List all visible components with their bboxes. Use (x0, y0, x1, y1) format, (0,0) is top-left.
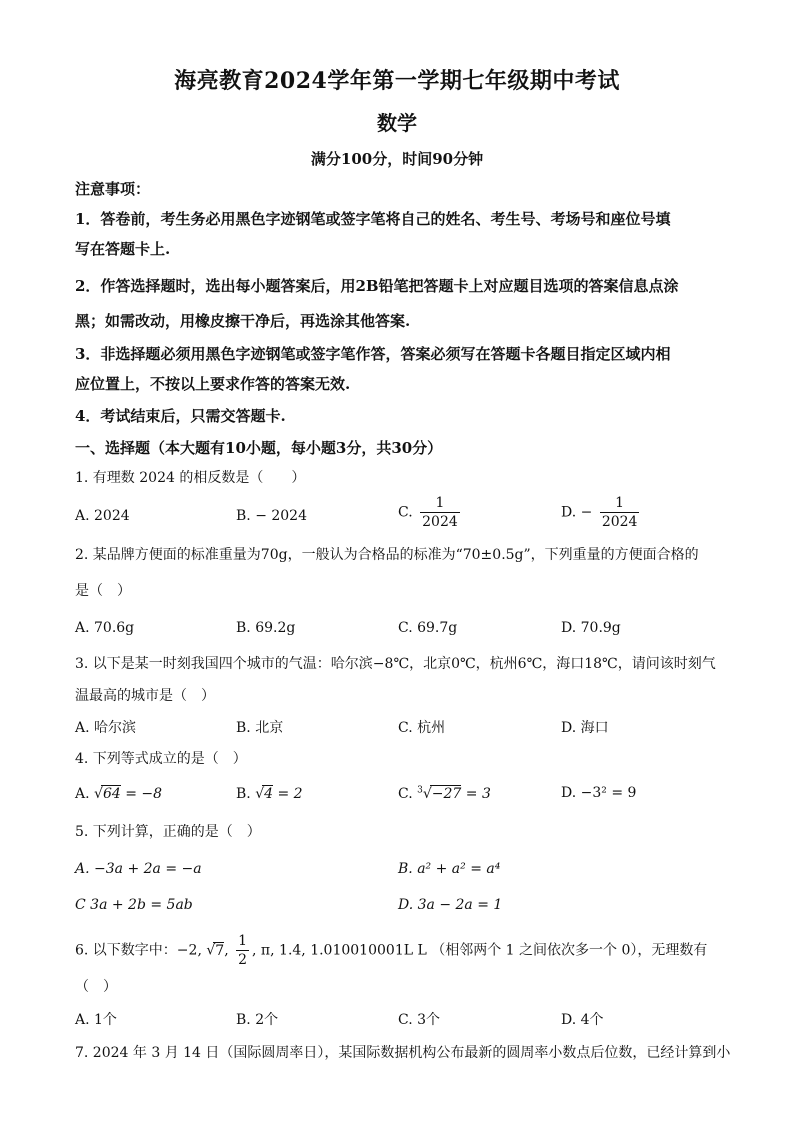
q6-fraction-denominator: 2 (238, 952, 248, 968)
q4-option-a-label: A. (75, 786, 90, 802)
q6-radical-sign: √ (206, 942, 216, 959)
notice-item-4: 4．考试结束后，只需交答题卡. (75, 407, 286, 425)
q4-option-c (398, 785, 491, 803)
q6-option-b: B. 2个 (236, 1012, 279, 1028)
q1-option-a: A. 2024 (75, 508, 130, 524)
q4-option-b-radical-sign: √ (255, 786, 265, 802)
q4-option-b-rest: = 2 (273, 786, 303, 802)
q2-option-b: B. 69.2g (236, 620, 296, 636)
question-2-stem-line1: 2. 某品牌方便面的标准重量为70g，一般认为合格品的标准为“70±0.5g”，下列重量的方便面合格的 (75, 547, 699, 563)
exam-title: 海亮教育2024学年第一学期七年级期中考试 (174, 68, 620, 94)
q1-option-c-fraction (420, 496, 460, 529)
q2-option-c: C. 69.7g (398, 620, 458, 636)
q6-option-a: A. 1个 (75, 1012, 117, 1028)
q6-radicand: 7 (215, 942, 225, 959)
q2-option-a: A. 70.6g (75, 620, 135, 636)
q1-option-c-denominator: 2024 (422, 514, 458, 530)
question-1-stem: 1. 有理数 2024 的相反数是（ ） (75, 470, 306, 486)
question-3-stem-line2: 温最高的城市是（ ） (75, 688, 215, 704)
q3-option-c: C. 杭州 (398, 720, 446, 736)
notice-item-3-line1: 3．非选择题必须用黑色字迹钢笔或签字笔作答，答案必须写在答题卡各题目指定区域内相 (75, 345, 671, 363)
q3-option-b: B. 北京 (236, 720, 284, 736)
score-time: 满分100分，时间90分钟 (310, 150, 484, 168)
q5-option-b: B. a² + a² = a⁴ (398, 861, 501, 877)
q4-option-a (75, 785, 162, 803)
question-5-stem: 5. 下列计算，正确的是（ ） (75, 824, 261, 840)
q3-option-a: A. 哈尔滨 (75, 720, 137, 736)
q1-option-d-label: D. − (561, 504, 593, 521)
q4-option-b-radicand: 4 (264, 786, 274, 802)
question-7-stem-line1: 7. 2024 年 3 月 14 日（国际圆周率日），某国际数据机构公布最新的圆周率小数点后位数，已经计算到小 (75, 1045, 731, 1061)
notice-item-1-line1: 1．答卷前，考生务必用黑色字迹钢笔或签字笔将自己的姓名、考生号、考场号和座位号填 (75, 210, 671, 228)
q5-option-d: D. 3a − 2a = 1 (398, 897, 503, 913)
q1-option-c-numerator: 1 (435, 495, 445, 511)
q4-option-b-label: B. (236, 786, 251, 802)
q2-option-d: D. 70.9g (561, 620, 621, 636)
question-6-stem-line2: （ ） (75, 979, 117, 995)
notice-item-3-line2: 应位置上，不按以上要求作答的答案无效. (75, 375, 351, 393)
notice-item-2-line1: 2．作答选择题时，选出每小题答案后，用2B铅笔把答题卡上对应题目选项的答案信息点涂 (75, 277, 679, 295)
q4-option-a-radical-sign: √ (94, 786, 103, 802)
q6-option-d: D. 4个 (561, 1012, 604, 1028)
q1-option-d (561, 496, 642, 529)
q5-option-c: C 3a + 2b = 5ab (75, 897, 193, 913)
question-4-stem: 4. 下列等式成立的是（ ） (75, 751, 247, 767)
q6-fraction-numerator: 1 (238, 933, 248, 949)
q6-suffix: , π, 1.4, 1.010010001L L （相邻两个 1 之间依次多一个 0），无理数有 (252, 942, 708, 959)
notice-heading: 注意事项： (75, 180, 151, 198)
q4-option-c-radical-sign: √ (422, 786, 432, 802)
question-2-stem-line2: 是（ ） (75, 583, 131, 599)
q4-option-a-radicand: 64 (102, 786, 121, 802)
q4-option-b (236, 785, 303, 803)
notice-item-2-line2: 黑；如需改动，用橡皮擦干净后，再选涂其他答案. (75, 312, 411, 330)
q1-option-d-denominator: 2024 (601, 514, 638, 530)
question-3-stem-line1: 3. 以下是某一时刻我国四个城市的气温：哈尔滨−8℃，北京0℃，杭州6℃，海口18℃，请问该时刻气 (75, 656, 716, 672)
notice-item-1-line2: 写在答题卡上. (75, 240, 171, 258)
question-6-stem-line1 (75, 934, 720, 967)
q4-option-c-radicand: −27 (431, 786, 462, 802)
q1-option-c (398, 496, 463, 529)
q5-option-a: A. −3a + 2a = −a (75, 861, 202, 877)
q1-option-b: B. − 2024 (236, 508, 307, 524)
q4-option-c-root-index: 3 (417, 785, 423, 796)
section-title: 一、选择题（本大题有10小题，每小题3分，共30分） (75, 439, 443, 457)
q4-option-d: D. −3² = 9 (561, 785, 637, 801)
q6-fraction (236, 934, 249, 967)
q1-option-d-numerator: 1 (615, 495, 625, 511)
q4-option-a-rest: = −8 (120, 786, 163, 802)
q4-option-c-label: C. (398, 786, 413, 802)
q4-option-c-rest: = 3 (461, 786, 491, 802)
q1-option-d-fraction (600, 496, 640, 529)
q6-option-c: C. 3个 (398, 1012, 441, 1028)
subject-title: 数学 (377, 111, 417, 135)
q6-prefix: 6. 以下数字中：−2, (75, 942, 207, 959)
q1-option-c-label: C. (398, 504, 413, 521)
q3-option-d: D. 海口 (561, 720, 609, 736)
q6-mid: , (224, 942, 234, 959)
